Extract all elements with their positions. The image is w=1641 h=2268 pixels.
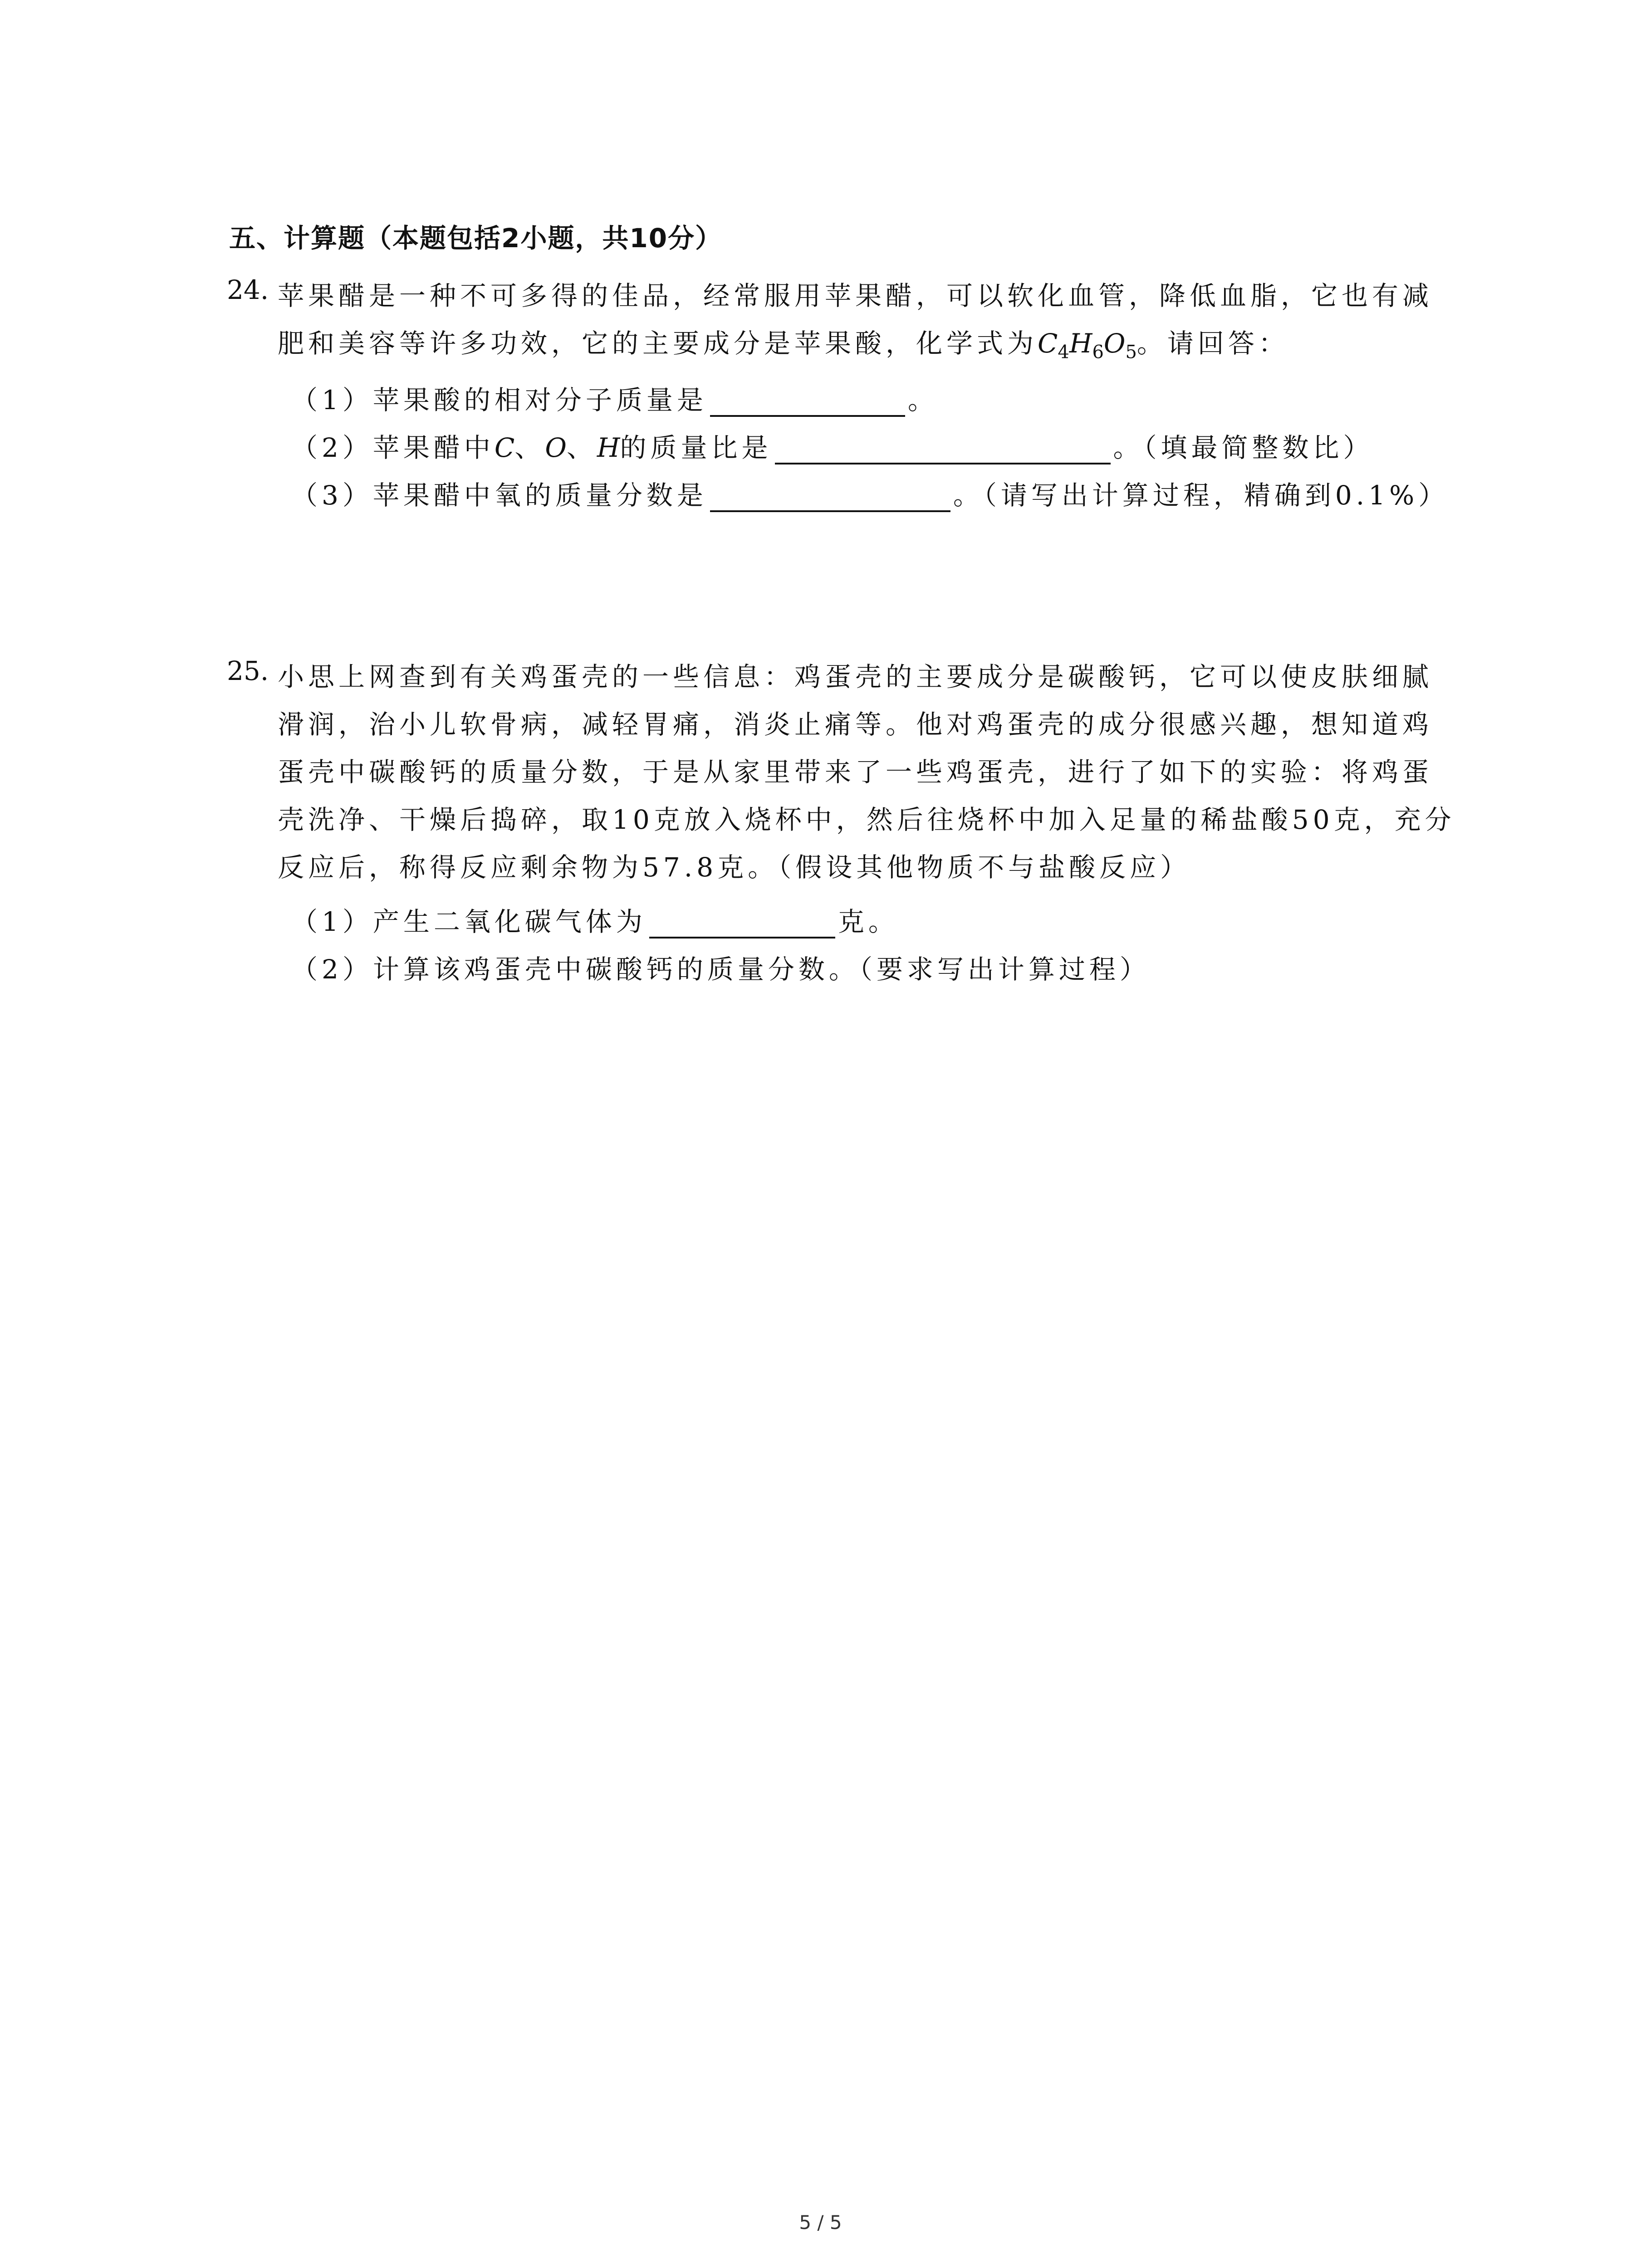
question-24-sub-1 (291, 379, 938, 417)
question-24-number: 24. (227, 274, 269, 305)
page-number: 5 / 5 (799, 2211, 842, 2234)
question-25-line-1: 小思上网查到有关鸡蛋壳的一些信息：鸡蛋壳的主要成分是碳酸钙，它可以使皮肤细腻 (278, 661, 1433, 692)
question-25-line-3: 蛋壳中碳酸钙的质量分数，于是从家里带来了一些鸡蛋壳，进行了如下的实验：将鸡蛋 (278, 757, 1433, 787)
question-25-sub-1-text: （1）产生二氧化碳气体为 (291, 906, 647, 937)
question-25-sub-1-end: 克。 (838, 906, 899, 937)
question-24-sub-3-end: 。（请写出计算过程，精确到0.1%） (953, 480, 1449, 511)
answer-blank-24-2[interactable] (775, 435, 1111, 464)
element-c: C (494, 432, 515, 463)
separator-2: 、 (566, 432, 597, 463)
question-24-line-1: 苹果醋是一种不可多得的佳品，经常服用苹果醋，可以软化血管，降低血脂，它也有减 (278, 280, 1433, 311)
separator-1: 、 (514, 432, 545, 463)
question-25-line-2: 滑润，治小儿软骨病，减轻胃痛，消炎止痛等。他对鸡蛋壳的成分很感兴趣，想知道鸡 (278, 709, 1433, 740)
question-24-sub-2-mid: 的质量比是 (620, 432, 772, 463)
answer-blank-25-1[interactable] (649, 909, 835, 938)
question-24-sub-3-text: （3）苹果醋中氧的质量分数是 (291, 480, 707, 511)
formula-o: O (1103, 328, 1126, 359)
element-o: O (545, 432, 567, 463)
chemical-formula (1038, 328, 1137, 363)
question-24-sub-3 (291, 474, 1449, 512)
question-25-sub-1 (291, 900, 899, 938)
formula-h-sub: 6 (1092, 342, 1104, 363)
answer-blank-24-3[interactable] (710, 483, 950, 512)
answer-blank-24-1[interactable] (710, 388, 905, 417)
question-24-sub-1-text: （1）苹果酸的相对分子质量是 (291, 385, 707, 415)
question-24-sub-2 (291, 426, 1374, 464)
formula-h: H (1069, 328, 1092, 359)
question-25-number: 25. (227, 655, 269, 686)
question-24-line-2 (278, 322, 1289, 363)
section-heading: 五、计算题（本题包括2小题，共10分） (229, 223, 723, 254)
question-25-sub-2: （2）计算该鸡蛋壳中碳酸钙的质量分数。（要求写出计算过程） (291, 954, 1150, 985)
question-24-sub-1-end: 。 (907, 385, 938, 415)
question-24-sub-2-text: （2）苹果醋中 (291, 432, 495, 463)
question-24-line-2-text: 肥和美容等许多功效，它的主要成分是苹果酸，化学式为 (278, 328, 1038, 359)
formula-c-sub: 4 (1058, 342, 1069, 363)
question-24-line-2-end: 。请回答： (1136, 328, 1289, 359)
formula-o-sub: 5 (1125, 342, 1137, 363)
question-25-line-4: 壳洗净、干燥后捣碎，取10克放入烧杯中，然后往烧杯中加入足量的稀盐酸50克，充分 (278, 804, 1455, 835)
question-25-line-5: 反应后，称得反应剩余物为57.8克。（假设其他物质不与盐酸反应） (278, 852, 1191, 883)
element-h: H (597, 432, 620, 463)
formula-c: C (1038, 328, 1058, 359)
question-24-sub-2-end: 。（填最简整数比） (1113, 432, 1374, 463)
